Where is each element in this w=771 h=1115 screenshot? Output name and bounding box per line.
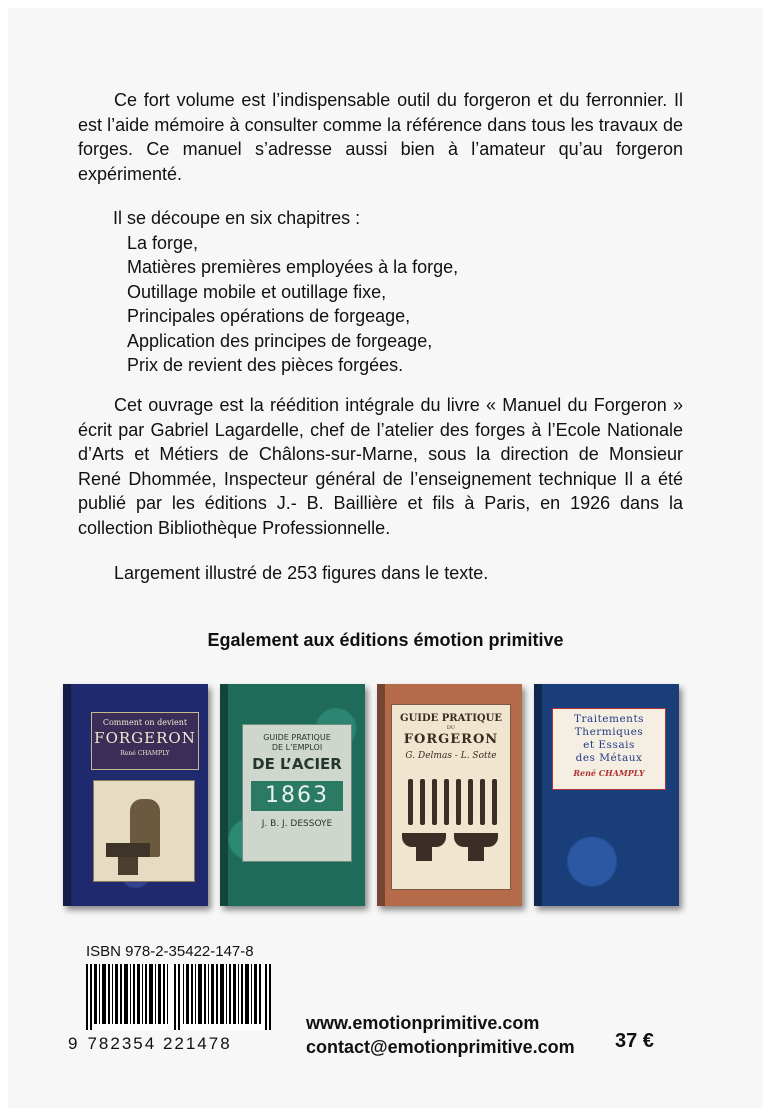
book-label: [552, 708, 666, 790]
email-link[interactable]: contact@emotionprimitive.com: [306, 1037, 575, 1057]
chapter-item: La forge,: [127, 232, 199, 253]
book-subtitle-du: DU: [446, 725, 456, 731]
book-author: J. B. J. DESSOYE: [261, 819, 333, 829]
chapter-item: Principales opérations de forgeage,: [127, 306, 411, 326]
chapter-item: Outillage mobile et outillage fixe,: [127, 281, 387, 302]
related-books: [63, 684, 735, 914]
book-cover-guide-emploi-acier: [220, 684, 365, 906]
book-subtitle: Comment on devient: [102, 718, 188, 727]
book-title: DE L’ACIER: [252, 755, 342, 773]
chapter-list: [113, 206, 458, 378]
book-author: René CHAMPLY: [120, 750, 170, 757]
back-cover: [8, 8, 763, 1108]
book-cover-comment-on-devient-forgeron: [63, 684, 208, 906]
book-cover-traitements-thermiques: [534, 684, 679, 906]
description-paragraph-3: Cet ouvrage est la réédition intégrale du livre « Manuel du Forgeron » écrit par Gabriel Lagardelle, chef de l’atelier des forges à l’Ecole Nationale d’Arts et Métiers de Châlons-sur-Marne, sous la direction de Monsieur René Dhommée, Inspecteur général de l’enseignement technique Il a été publié par les éditions J.- B. Baillière et fils à Paris, en 1926 dans la collection Bibliothèque Professionnelle.: [78, 395, 683, 538]
isbn-label: ISBN 978-2-35422-147-8: [86, 943, 254, 960]
also-available-heading: Egalement aux éditions émotion primitive: [207, 630, 564, 650]
book-year: 1863: [251, 781, 343, 811]
book-author: René CHAMPLY: [573, 768, 645, 778]
chapter-item: Application des principes de forgeage,: [127, 330, 433, 351]
book-title: FORGERON: [94, 729, 196, 747]
price: 37 €: [615, 1030, 654, 1052]
book-spine: [377, 684, 385, 906]
book-spine: [534, 684, 542, 906]
book-author: G. Delmas - L. Sotte: [405, 751, 497, 761]
tongs-illustration: [404, 779, 498, 825]
chapter-list-intro: Il se découpe en six chapitres :: [113, 208, 361, 228]
barcode-icon: [86, 964, 271, 1030]
website-link[interactable]: www.emotionprimitive.com: [306, 1013, 540, 1033]
book-spine: [63, 684, 71, 906]
chapter-item: Matières premières employées à la forge,: [127, 257, 459, 277]
book-subtitle: GUIDE PRATIQUE DE L’EMPLOI: [263, 733, 331, 752]
book-label: [391, 704, 511, 890]
anvils-illustration: [402, 833, 500, 863]
book-subtitle: GUIDE PRATIQUE: [400, 713, 502, 724]
book-title: Traitements Thermiques et Essais des Métaux: [573, 713, 645, 764]
book-cover-guide-pratique-forgeron: [377, 684, 522, 906]
book-label: [91, 712, 199, 770]
barcode-digits: 9 782354 221478: [68, 1034, 232, 1053]
chapter-item: Prix de revient des pièces forgées.: [127, 355, 404, 375]
book-label: [242, 724, 352, 862]
blacksmith-engraving-illustration: [93, 780, 195, 882]
book-spine: [220, 684, 228, 906]
book-title: FORGERON: [403, 732, 499, 747]
description-paragraph-1: Ce fort volume est l’indispensable outil du forgeron et du ferronnier. Il est l’aide mémoire à consulter comme la référence dans tous les travaux de forges. Ce manuel s’adresse aussi bien à l’amateur qu’au forgeron expérimenté.: [78, 90, 683, 184]
description-paragraph-4: Largement illustré de 253 figures dans le texte.: [114, 563, 489, 583]
publisher-contact: [306, 1011, 575, 1059]
